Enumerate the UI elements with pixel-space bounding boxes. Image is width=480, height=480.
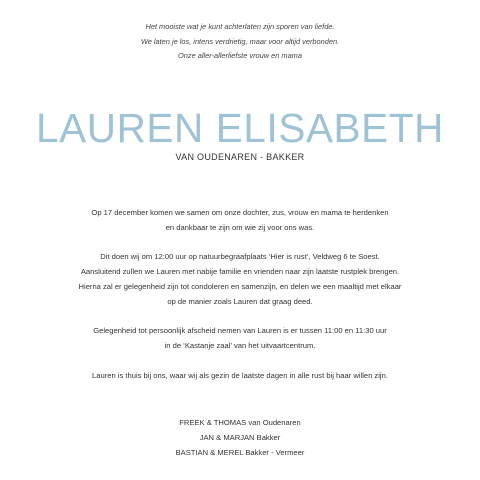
announcement-paragraph	[0, 250, 480, 309]
quote-line: We laten je los, intens verdrietig, maar voor altijd verbonden.	[140, 36, 340, 46]
announcement-line: Aansluitend zullen we Lauren met nabije familie en vrienden naar zijn laatste rustplek brengen.	[80, 267, 400, 277]
memorial-quote	[0, 20, 480, 64]
announcement-line: Lauren is thuis bij ons, waar wij als gezin de laatste dagen in alle rust bij haar willen zijn.	[92, 370, 388, 380]
deceased-name: LAUREN ELISABETH	[36, 105, 444, 151]
deceased-surname: VAN OUDENAREN - BAKKER	[175, 152, 305, 162]
announcement-line: Dit doen wij om 12:00 uur op natuurbegraafplaats ‘Hier is rust’, Veldweg 6 te Soest.	[100, 252, 380, 262]
announcement-text	[0, 206, 480, 398]
announcement-line: in de ‘Kastanje zaal’ van het uitvaartcentrum.	[164, 341, 316, 351]
quote-line: Onze aller-allerliefste vrouw en mama	[178, 51, 302, 61]
announcement-paragraph	[0, 369, 480, 384]
announcement-line: Op 17 december komen we samen om onze dochter, zus, vrouw en mama te herdenken	[91, 208, 389, 217]
announcement-line: op de manier zoals Lauren dat graag deed.	[167, 296, 313, 306]
announcement-paragraph	[0, 206, 480, 236]
family-line: JAN & MARJAN Bakker	[199, 433, 281, 442]
announcement-line: Hierna zal er gelegenheid zijn tot condoleren en samenzijn, en delen we een maaltijd met elkaar	[78, 281, 402, 291]
announcement-paragraph	[0, 324, 480, 354]
announcement-line: en dankbaar te zijn om wie zij voor ons was.	[165, 222, 315, 232]
family-line: FREEK & THOMAS van Oudenaren	[179, 418, 301, 427]
family-signatures	[0, 415, 480, 460]
quote-line: Het mooiste wat je kunt achterlaten zijn sporen van liefde.	[145, 22, 335, 31]
announcement-line: Gelegenheid tot persoonlijk afscheid nemen van Lauren is er tussen 11:00 en 11:30 uur	[93, 326, 387, 336]
family-line: BASTIAN & MEREL Bakker - Vermeer	[175, 448, 305, 457]
